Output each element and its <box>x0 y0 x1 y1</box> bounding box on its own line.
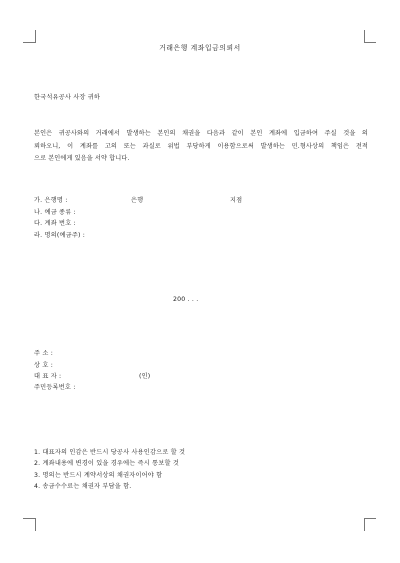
bank-name-label: 가. 은행명 : <box>34 197 68 204</box>
crop-mark-top-left-v <box>35 30 36 43</box>
bank-suffix: 은행 <box>131 197 144 204</box>
pledge-paragraph <box>34 128 368 166</box>
account-holder-label: 라. 명의(예금주) : <box>34 232 86 239</box>
seal-mark: (인) <box>139 373 151 380</box>
representative-label: 대 표 자 : <box>34 373 62 380</box>
crop-mark-top-right-h <box>364 42 376 43</box>
note-item: 4. 송금수수료는 채권자 부담을 함. <box>34 483 132 490</box>
crop-mark-bottom-right-h <box>364 518 376 519</box>
crop-mark-bottom-right-v <box>364 518 365 531</box>
pledge-line-1: 본인은 귀공사와의 거래에서 발생하는 본인의 채권을 다음과 같이 본인 계좌에 입금하여 주실 것을 의 <box>34 130 368 137</box>
resident-number-label: 주민등록번호 : <box>34 384 76 391</box>
account-number-label: 다. 계좌 번호 : <box>34 220 76 227</box>
company-label: 상 호 : <box>34 362 53 369</box>
pledge-line-3: 으로 본인에게 있음을 서약 합니다. <box>34 155 130 162</box>
recipient-line: 한국석유공사 사장 귀하 <box>34 94 101 101</box>
note-item: 3. 명의는 반드시 계약서상의 채권자이어야 함 <box>34 472 163 479</box>
crop-mark-bottom-left-v <box>35 518 36 531</box>
note-item: 1. 대표자의 인감은 반드시 당공사 사용인감으로 할 것 <box>34 449 186 456</box>
address-label: 주 소 : <box>34 350 53 357</box>
note-item: 2. 계좌내용에 변경이 있을 경우에는 즉시 통보할 것 <box>34 460 180 467</box>
crop-mark-top-right-v <box>364 30 365 43</box>
document-title: 거래은행 계좌입금의뢰서 <box>159 44 241 52</box>
pledge-line-2: 뢰하오니, 이 계좌를 고의 또는 과실로 위법 부당하게 이용함으로써 발생하는 민.형사상의 책임은 전적 <box>34 142 368 150</box>
deposit-type-label: 나. 예금 종류 : <box>34 209 76 216</box>
crop-mark-top-left-h <box>23 42 35 43</box>
crop-mark-bottom-left-h <box>23 518 35 519</box>
branch-suffix: 지점 <box>230 197 243 204</box>
date-line: 200 . . . <box>173 296 199 303</box>
